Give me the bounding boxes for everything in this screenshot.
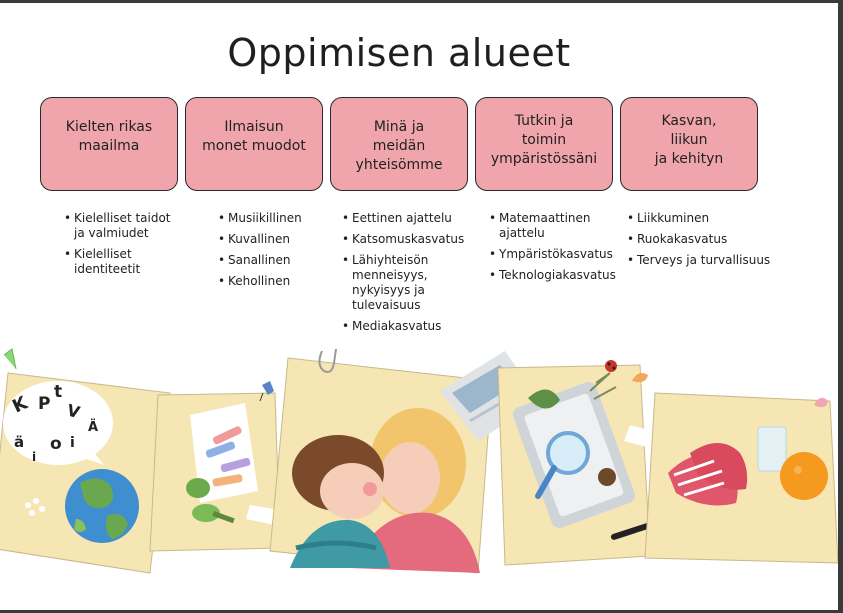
list-item: • Terveys ja turvallisuus: [625, 253, 770, 268]
list-item: • Kielelliset taidot ja valmiudet: [62, 211, 171, 241]
list-item: • Eettinen ajattelu: [340, 211, 464, 226]
pinecone-icon: [598, 468, 616, 486]
list-item: • Kuvallinen: [216, 232, 302, 247]
area-list-2: [216, 211, 302, 295]
area-box-kasvan-liikun: [620, 97, 758, 191]
area-label: Kasvan, liikun ja kehityn: [654, 113, 724, 167]
list-item: • Matemaattinen ajattelu: [487, 211, 616, 241]
letter-t: t: [54, 382, 63, 402]
letter-k: K: [9, 392, 31, 418]
list-item: • Katsomuskasvatus: [340, 232, 464, 247]
glass-icon: [758, 427, 786, 471]
list-item: • Musiikillinen: [216, 211, 302, 226]
letter-a-umlaut-upper: Ä: [88, 420, 99, 435]
area-list-5: [625, 211, 770, 274]
letter-v: V: [64, 400, 82, 423]
area-box-ilmaisun-monet-muodot: [185, 97, 323, 191]
area-label: Minä ja meidän yhteisömme: [355, 119, 443, 173]
ladybug-icon: [605, 360, 617, 372]
list-item: • Teknologiakasvatus: [487, 268, 616, 283]
orange-icon: [780, 452, 828, 500]
art-card: [150, 381, 285, 551]
letter-i-second: i: [70, 435, 75, 451]
letter-a-umlaut: ä: [14, 433, 25, 451]
area-box-kielten-rikas-maailma: [40, 97, 178, 191]
paper-clip-icon: [4, 349, 16, 369]
page-title: Oppimisen alueet: [227, 31, 571, 75]
list-item: • Ympäristökasvatus: [487, 247, 616, 262]
list-item: • Ruokakasvatus: [625, 232, 770, 247]
list-item: • Mediakasvatus: [340, 319, 464, 334]
area-box-tutkin-ja-toimin: [475, 97, 613, 191]
list-item: • Sanallinen: [216, 253, 302, 268]
globe-icon: [65, 469, 139, 543]
area-list-1: [62, 211, 171, 283]
list-item: • Lähiyhteisön menneisyys, nykyisyys ja tulevaisuus: [340, 253, 464, 313]
area-list-3: [340, 211, 464, 340]
area-box-mina-ja-meidan-yhteisomme: [330, 97, 468, 191]
learning-illustration: [0, 343, 838, 610]
list-item: • Liikkuminen: [625, 211, 770, 226]
letter-o: o: [50, 434, 62, 454]
list-item: • Kielelliset identiteetit: [62, 247, 171, 277]
area-label: Tutkin ja toimin ympäristössäni: [490, 113, 598, 167]
area-label: Ilmaisun monet muodot: [202, 119, 306, 154]
environment-card: [498, 360, 660, 565]
health-card: [645, 393, 838, 563]
list-item: • Kehollinen: [216, 274, 302, 289]
document-page: [0, 3, 838, 610]
letter-p: P: [38, 394, 51, 414]
language-card: [0, 349, 170, 573]
area-label: Kielten rikas maailma: [65, 119, 153, 154]
area-list-4: [487, 211, 616, 289]
letter-i: i: [32, 450, 37, 464]
